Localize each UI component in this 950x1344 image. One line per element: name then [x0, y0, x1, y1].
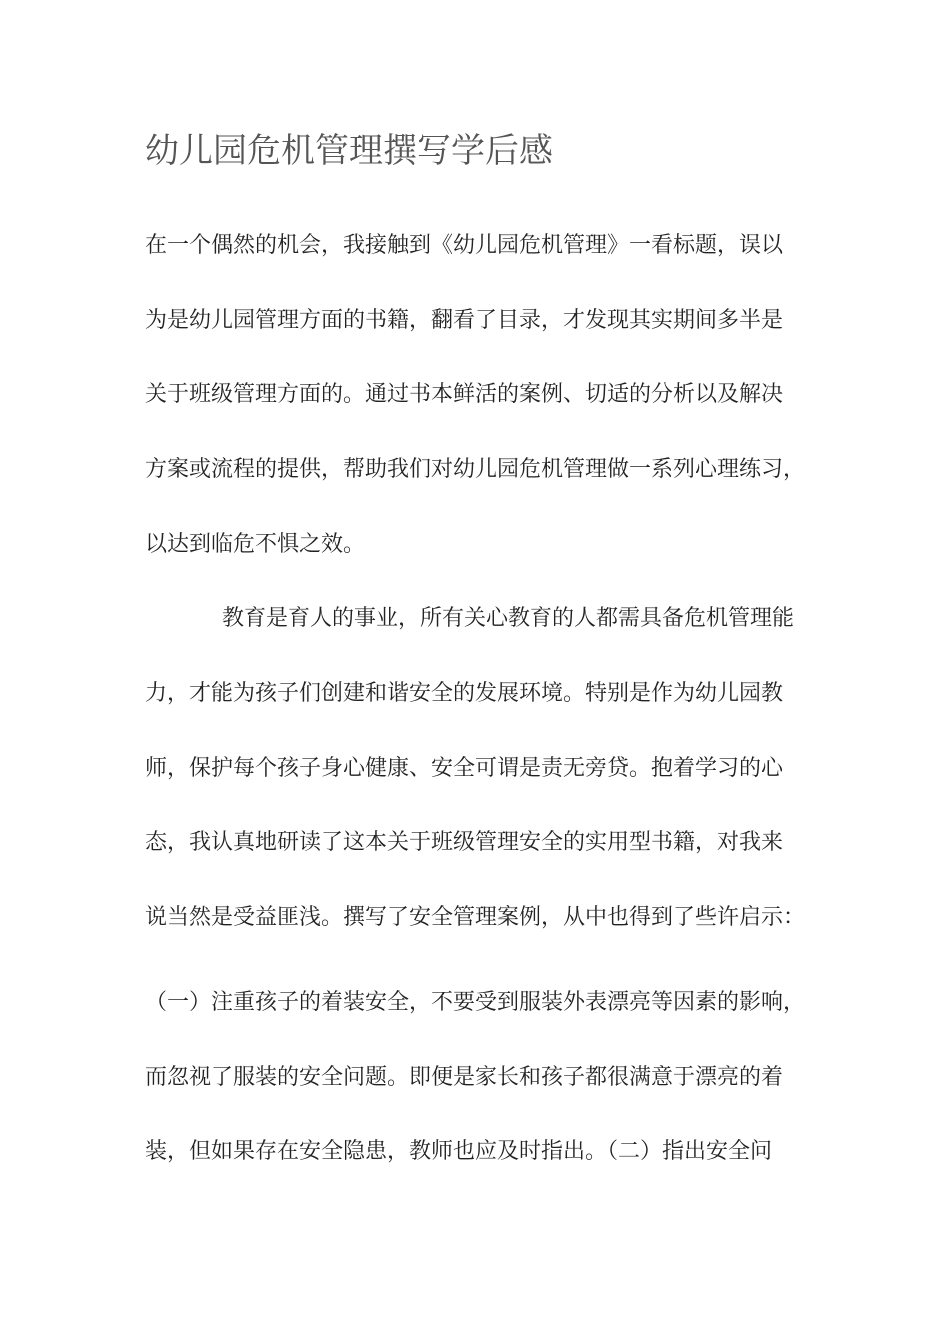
paragraph-line: 以达到临危不惧之效。 [145, 532, 366, 557]
document-title: 幼儿园危机管理撰写学后感 [145, 131, 553, 171]
paragraph-line: 态，我认真地研读了这本关于班级管理安全的实用型书籍，对我来 [145, 830, 784, 855]
paragraph-line: 方案或流程的提供，帮助我们对幼儿园危机管理做一系列心理练习， [145, 457, 806, 482]
paragraph-line: （一）注重孩子的着装安全，不要受到服装外表漂亮等因素的影响， [145, 990, 806, 1015]
paragraph-line: 说当然是受益匪浅。撰写了安全管理案例，从中也得到了些许启示： [145, 905, 806, 930]
paragraph-line: 为是幼儿园管理方面的书籍，翻看了目录，才发现其实期间多半是 [145, 308, 784, 333]
paragraph-line: 力，才能为孩子们创建和谐安全的发展环境。特别是作为幼儿园教 [145, 681, 784, 706]
paragraph-line: 关于班级管理方面的。通过书本鲜活的案例、切适的分析以及解决 [145, 382, 784, 407]
paragraph-line: 而忽视了服装的安全问题。即便是家长和孩子都很满意于漂亮的着 [145, 1065, 784, 1090]
paragraph-line: 在一个偶然的机会，我接触到《幼儿园危机管理》一看标题，误以 [145, 233, 784, 258]
paragraph-line: 师，保护每个孩子身心健康、安全可谓是责无旁贷。抱着学习的心 [145, 756, 784, 781]
paragraph-line: 装，但如果存在安全隐患，教师也应及时指出。（二）指出安全问 [145, 1139, 773, 1164]
paragraph-line: 教育是育人的事业，所有关心教育的人都需具备危机管理能 [222, 606, 795, 631]
